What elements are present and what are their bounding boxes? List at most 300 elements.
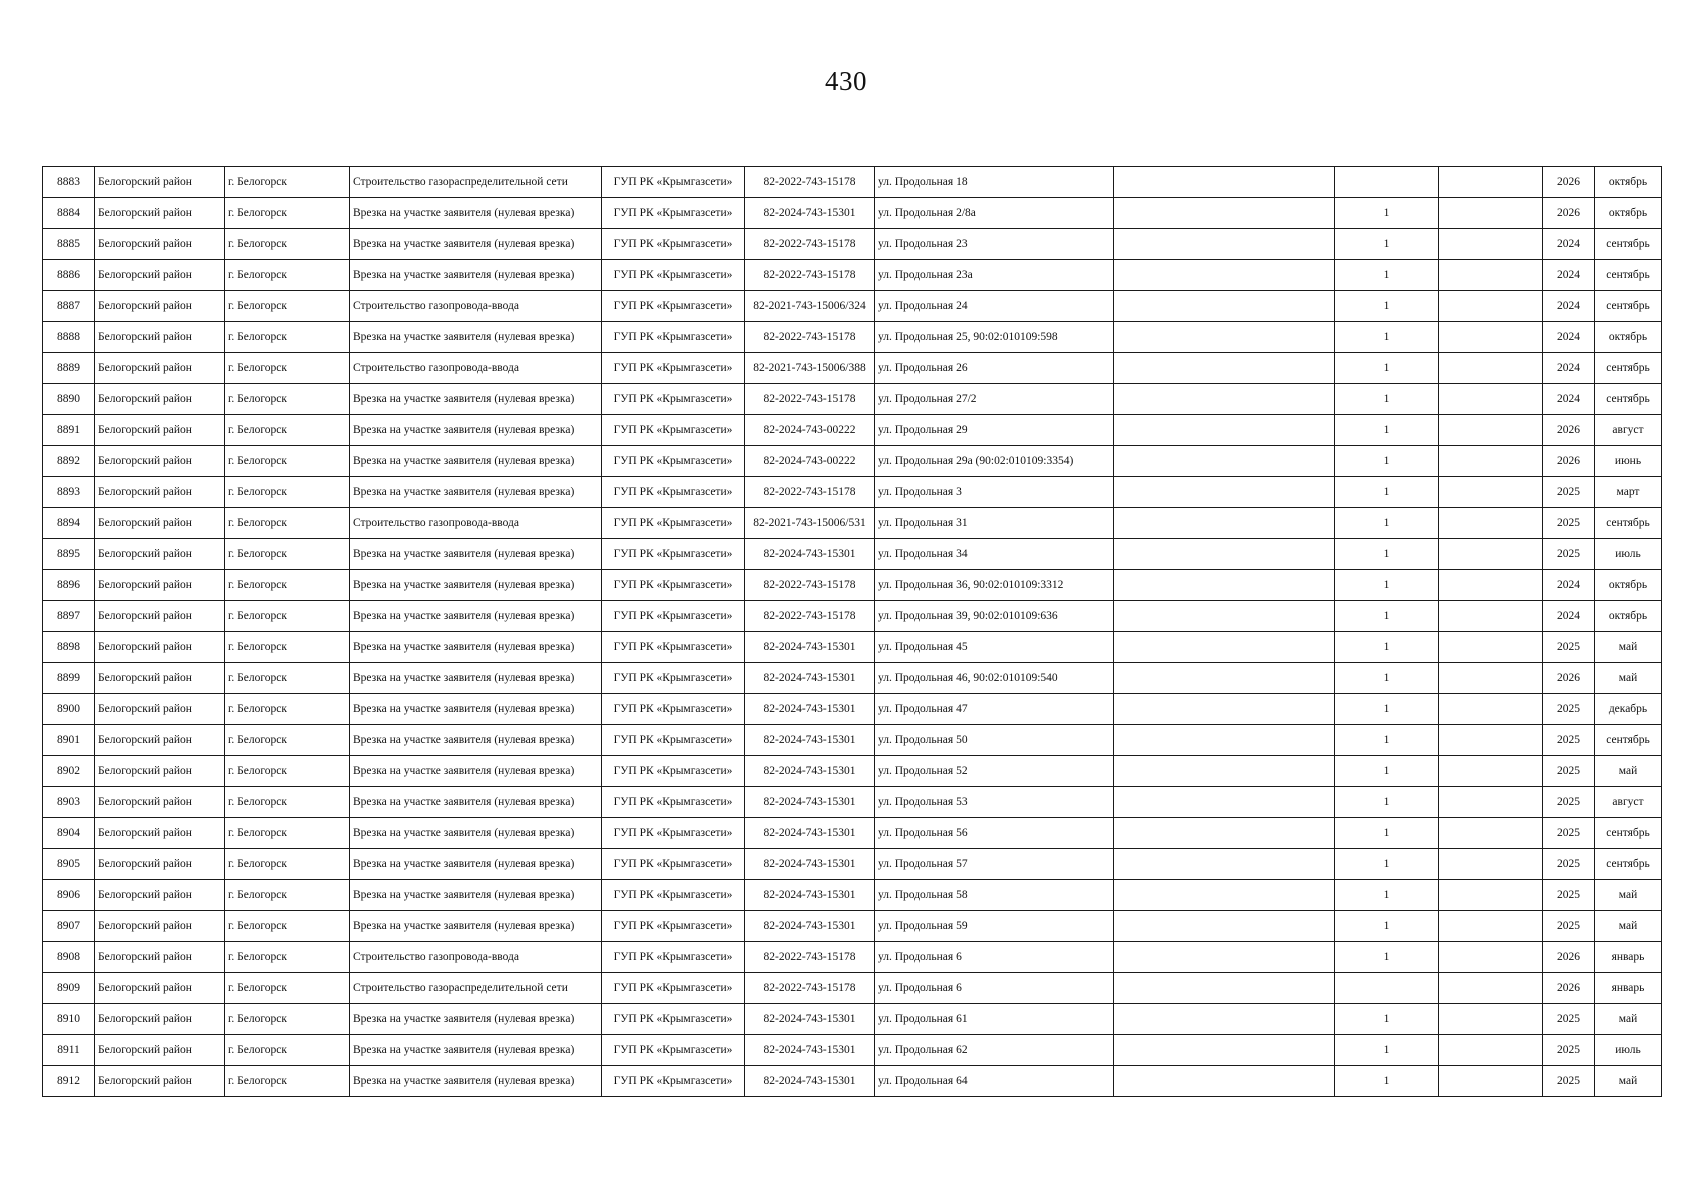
work-type-cell: Врезка на участке заявителя (нулевая врезка) (350, 632, 602, 663)
count-cell: 1 (1335, 942, 1439, 973)
district-cell: Белогорский район (95, 849, 225, 880)
empty-cell (1439, 415, 1543, 446)
work-type-cell: Врезка на участке заявителя (нулевая врезка) (350, 694, 602, 725)
empty-cell (1439, 973, 1543, 1004)
technical-conditions-number-cell: 82-2022-743-15178 (745, 384, 875, 415)
organization-cell: ГУП РК «Крымгазсети» (602, 1035, 745, 1066)
work-type-cell: Строительство газопровода-ввода (350, 508, 602, 539)
district-cell: Белогорский район (95, 477, 225, 508)
address-cell: ул. Продольная 24 (875, 291, 1114, 322)
count-cell: 1 (1335, 787, 1439, 818)
month-cell: сентябрь (1595, 260, 1662, 291)
technical-conditions-number-cell: 82-2024-743-15301 (745, 632, 875, 663)
table-row (43, 322, 1662, 353)
town-cell: г. Белогорск (225, 725, 350, 756)
technical-conditions-number-cell: 82-2022-743-15178 (745, 601, 875, 632)
district-cell: Белогорский район (95, 198, 225, 229)
empty-cell (1439, 508, 1543, 539)
month-cell: май (1595, 632, 1662, 663)
district-cell: Белогорский район (95, 353, 225, 384)
organization-cell: ГУП РК «Крымгазсети» (602, 353, 745, 384)
empty-cell (1439, 477, 1543, 508)
address-cell: ул. Продольная 45 (875, 632, 1114, 663)
work-type-cell: Врезка на участке заявителя (нулевая врезка) (350, 1004, 602, 1035)
table-row (43, 632, 1662, 663)
town-cell: г. Белогорск (225, 570, 350, 601)
table-row (43, 787, 1662, 818)
count-cell: 1 (1335, 260, 1439, 291)
empty-cell (1439, 1004, 1543, 1035)
count-cell: 1 (1335, 570, 1439, 601)
gasification-register-table (42, 166, 1662, 1097)
empty-cell (1114, 322, 1335, 353)
table-row (43, 1004, 1662, 1035)
address-cell: ул. Продольная 64 (875, 1066, 1114, 1097)
table-row (43, 167, 1662, 198)
table-row (43, 229, 1662, 260)
count-cell: 1 (1335, 229, 1439, 260)
organization-cell: ГУП РК «Крымгазсети» (602, 570, 745, 601)
count-cell: 1 (1335, 539, 1439, 570)
work-type-cell: Врезка на участке заявителя (нулевая врезка) (350, 911, 602, 942)
row-number: 8888 (43, 322, 95, 353)
town-cell: г. Белогорск (225, 508, 350, 539)
year-cell: 2025 (1543, 911, 1595, 942)
district-cell: Белогорский район (95, 570, 225, 601)
empty-cell (1439, 632, 1543, 663)
count-cell: 1 (1335, 1066, 1439, 1097)
row-number: 8892 (43, 446, 95, 477)
count-cell: 1 (1335, 818, 1439, 849)
row-number: 8889 (43, 353, 95, 384)
count-cell: 1 (1335, 756, 1439, 787)
year-cell: 2024 (1543, 260, 1595, 291)
organization-cell: ГУП РК «Крымгазсети» (602, 756, 745, 787)
table-row (43, 415, 1662, 446)
empty-cell (1114, 384, 1335, 415)
town-cell: г. Белогорск (225, 973, 350, 1004)
town-cell: г. Белогорск (225, 601, 350, 632)
town-cell: г. Белогорск (225, 477, 350, 508)
town-cell: г. Белогорск (225, 849, 350, 880)
work-type-cell: Строительство газопровода-ввода (350, 353, 602, 384)
table-row (43, 260, 1662, 291)
empty-cell (1114, 229, 1335, 260)
row-number: 8907 (43, 911, 95, 942)
month-cell: август (1595, 787, 1662, 818)
row-number: 8885 (43, 229, 95, 260)
count-cell: 1 (1335, 849, 1439, 880)
month-cell: март (1595, 477, 1662, 508)
empty-cell (1114, 167, 1335, 198)
address-cell: ул. Продольная 25, 90:02:010109:598 (875, 322, 1114, 353)
month-cell: август (1595, 415, 1662, 446)
town-cell: г. Белогорск (225, 446, 350, 477)
technical-conditions-number-cell: 82-2024-743-15301 (745, 1066, 875, 1097)
year-cell: 2025 (1543, 756, 1595, 787)
technical-conditions-number-cell: 82-2024-743-00222 (745, 415, 875, 446)
table-row (43, 291, 1662, 322)
district-cell: Белогорский район (95, 632, 225, 663)
year-cell: 2024 (1543, 291, 1595, 322)
month-cell: июнь (1595, 446, 1662, 477)
technical-conditions-number-cell: 82-2024-743-15301 (745, 756, 875, 787)
address-cell: ул. Продольная 61 (875, 1004, 1114, 1035)
district-cell: Белогорский район (95, 725, 225, 756)
table-row (43, 849, 1662, 880)
empty-cell (1439, 1035, 1543, 1066)
organization-cell: ГУП РК «Крымгазсети» (602, 601, 745, 632)
town-cell: г. Белогорск (225, 353, 350, 384)
row-number: 8904 (43, 818, 95, 849)
work-type-cell: Врезка на участке заявителя (нулевая врезка) (350, 415, 602, 446)
district-cell: Белогорский район (95, 1004, 225, 1035)
work-type-cell: Врезка на участке заявителя (нулевая врезка) (350, 663, 602, 694)
year-cell: 2026 (1543, 446, 1595, 477)
address-cell: ул. Продольная 18 (875, 167, 1114, 198)
technical-conditions-number-cell: 82-2024-743-15301 (745, 694, 875, 725)
district-cell: Белогорский район (95, 756, 225, 787)
work-type-cell: Строительство газораспределительной сети (350, 167, 602, 198)
empty-cell (1439, 384, 1543, 415)
address-cell: ул. Продольная 6 (875, 973, 1114, 1004)
technical-conditions-number-cell: 82-2022-743-15178 (745, 973, 875, 1004)
town-cell: г. Белогорск (225, 260, 350, 291)
month-cell: сентябрь (1595, 353, 1662, 384)
empty-cell (1114, 1004, 1335, 1035)
month-cell: октябрь (1595, 167, 1662, 198)
row-number: 8903 (43, 787, 95, 818)
technical-conditions-number-cell: 82-2024-743-15301 (745, 663, 875, 694)
district-cell: Белогорский район (95, 167, 225, 198)
year-cell: 2025 (1543, 725, 1595, 756)
table-row (43, 942, 1662, 973)
district-cell: Белогорский район (95, 291, 225, 322)
month-cell: сентябрь (1595, 229, 1662, 260)
row-number: 8908 (43, 942, 95, 973)
count-cell: 1 (1335, 694, 1439, 725)
page-number: 430 (825, 66, 867, 96)
empty-cell (1439, 353, 1543, 384)
row-number: 8899 (43, 663, 95, 694)
year-cell: 2026 (1543, 167, 1595, 198)
count-cell: 1 (1335, 725, 1439, 756)
town-cell: г. Белогорск (225, 1066, 350, 1097)
address-cell: ул. Продольная 39, 90:02:010109:636 (875, 601, 1114, 632)
town-cell: г. Белогорск (225, 694, 350, 725)
row-number: 8897 (43, 601, 95, 632)
row-number: 8909 (43, 973, 95, 1004)
table-row (43, 477, 1662, 508)
organization-cell: ГУП РК «Крымгазсети» (602, 694, 745, 725)
technical-conditions-number-cell: 82-2024-743-15301 (745, 1004, 875, 1035)
empty-cell (1439, 942, 1543, 973)
address-cell: ул. Продольная 26 (875, 353, 1114, 384)
table-row (43, 601, 1662, 632)
work-type-cell: Врезка на участке заявителя (нулевая врезка) (350, 198, 602, 229)
year-cell: 2026 (1543, 942, 1595, 973)
district-cell: Белогорский район (95, 787, 225, 818)
table-row (43, 539, 1662, 570)
work-type-cell: Строительство газопровода-ввода (350, 942, 602, 973)
empty-cell (1114, 787, 1335, 818)
town-cell: г. Белогорск (225, 1004, 350, 1035)
row-number: 8894 (43, 508, 95, 539)
district-cell: Белогорский район (95, 1035, 225, 1066)
district-cell: Белогорский район (95, 663, 225, 694)
empty-cell (1114, 880, 1335, 911)
technical-conditions-number-cell: 82-2024-743-15301 (745, 198, 875, 229)
address-cell: ул. Продольная 6 (875, 942, 1114, 973)
empty-cell (1439, 849, 1543, 880)
organization-cell: ГУП РК «Крымгазсети» (602, 942, 745, 973)
empty-cell (1114, 632, 1335, 663)
year-cell: 2024 (1543, 353, 1595, 384)
table-row (43, 911, 1662, 942)
technical-conditions-number-cell: 82-2022-743-15178 (745, 477, 875, 508)
town-cell: г. Белогорск (225, 229, 350, 260)
organization-cell: ГУП РК «Крымгазсети» (602, 880, 745, 911)
row-number: 8905 (43, 849, 95, 880)
district-cell: Белогорский район (95, 508, 225, 539)
address-cell: ул. Продольная 53 (875, 787, 1114, 818)
month-cell: май (1595, 1004, 1662, 1035)
empty-cell (1439, 880, 1543, 911)
empty-cell (1114, 291, 1335, 322)
town-cell: г. Белогорск (225, 663, 350, 694)
empty-cell (1439, 911, 1543, 942)
month-cell: сентябрь (1595, 384, 1662, 415)
empty-cell (1439, 818, 1543, 849)
organization-cell: ГУП РК «Крымгазсети» (602, 229, 745, 260)
count-cell (1335, 973, 1439, 1004)
empty-cell (1114, 973, 1335, 1004)
town-cell: г. Белогорск (225, 539, 350, 570)
town-cell: г. Белогорск (225, 291, 350, 322)
table-row (43, 880, 1662, 911)
organization-cell: ГУП РК «Крымгазсети» (602, 632, 745, 663)
technical-conditions-number-cell: 82-2021-743-15006/324 (745, 291, 875, 322)
town-cell: г. Белогорск (225, 632, 350, 663)
year-cell: 2025 (1543, 1004, 1595, 1035)
count-cell (1335, 167, 1439, 198)
count-cell: 1 (1335, 663, 1439, 694)
count-cell: 1 (1335, 198, 1439, 229)
year-cell: 2026 (1543, 973, 1595, 1004)
work-type-cell: Врезка на участке заявителя (нулевая врезка) (350, 260, 602, 291)
row-number: 8886 (43, 260, 95, 291)
row-number: 8895 (43, 539, 95, 570)
technical-conditions-number-cell: 82-2024-743-15301 (745, 787, 875, 818)
empty-cell (1439, 787, 1543, 818)
work-type-cell: Врезка на участке заявителя (нулевая врезка) (350, 880, 602, 911)
town-cell: г. Белогорск (225, 322, 350, 353)
table-row (43, 694, 1662, 725)
empty-cell (1439, 446, 1543, 477)
district-cell: Белогорский район (95, 694, 225, 725)
year-cell: 2026 (1543, 198, 1595, 229)
empty-cell (1114, 694, 1335, 725)
month-cell: октябрь (1595, 322, 1662, 353)
address-cell: ул. Продольная 23а (875, 260, 1114, 291)
town-cell: г. Белогорск (225, 384, 350, 415)
empty-cell (1114, 725, 1335, 756)
organization-cell: ГУП РК «Крымгазсети» (602, 818, 745, 849)
count-cell: 1 (1335, 291, 1439, 322)
organization-cell: ГУП РК «Крымгазсети» (602, 508, 745, 539)
organization-cell: ГУП РК «Крымгазсети» (602, 446, 745, 477)
district-cell: Белогорский район (95, 1066, 225, 1097)
town-cell: г. Белогорск (225, 198, 350, 229)
year-cell: 2025 (1543, 508, 1595, 539)
row-number: 8900 (43, 694, 95, 725)
month-cell: октябрь (1595, 198, 1662, 229)
row-number: 8893 (43, 477, 95, 508)
address-cell: ул. Продольная 3 (875, 477, 1114, 508)
empty-cell (1439, 167, 1543, 198)
empty-cell (1114, 1035, 1335, 1066)
table-row (43, 1035, 1662, 1066)
empty-cell (1114, 477, 1335, 508)
empty-cell (1114, 818, 1335, 849)
count-cell: 1 (1335, 1004, 1439, 1035)
row-number: 8887 (43, 291, 95, 322)
empty-cell (1114, 198, 1335, 229)
technical-conditions-number-cell: 82-2024-743-15301 (745, 1035, 875, 1066)
empty-cell (1114, 663, 1335, 694)
year-cell: 2025 (1543, 632, 1595, 663)
work-type-cell: Врезка на участке заявителя (нулевая врезка) (350, 849, 602, 880)
technical-conditions-number-cell: 82-2024-743-15301 (745, 539, 875, 570)
empty-cell (1114, 446, 1335, 477)
organization-cell: ГУП РК «Крымгазсети» (602, 415, 745, 446)
address-cell: ул. Продольная 62 (875, 1035, 1114, 1066)
town-cell: г. Белогорск (225, 942, 350, 973)
row-number: 8883 (43, 167, 95, 198)
table-row (43, 198, 1662, 229)
year-cell: 2025 (1543, 849, 1595, 880)
organization-cell: ГУП РК «Крымгазсети» (602, 167, 745, 198)
register-body (43, 167, 1662, 1097)
district-cell: Белогорский район (95, 973, 225, 1004)
table-row (43, 663, 1662, 694)
month-cell: октябрь (1595, 570, 1662, 601)
empty-cell (1114, 508, 1335, 539)
empty-cell (1439, 260, 1543, 291)
organization-cell: ГУП РК «Крымгазсети» (602, 849, 745, 880)
town-cell: г. Белогорск (225, 818, 350, 849)
month-cell: сентябрь (1595, 291, 1662, 322)
row-number: 8891 (43, 415, 95, 446)
address-cell: ул. Продольная 46, 90:02:010109:540 (875, 663, 1114, 694)
work-type-cell: Строительство газораспределительной сети (350, 973, 602, 1004)
district-cell: Белогорский район (95, 384, 225, 415)
empty-cell (1439, 756, 1543, 787)
row-number: 8906 (43, 880, 95, 911)
district-cell: Белогорский район (95, 229, 225, 260)
town-cell: г. Белогорск (225, 756, 350, 787)
count-cell: 1 (1335, 384, 1439, 415)
empty-cell (1114, 756, 1335, 787)
empty-cell (1439, 601, 1543, 632)
town-cell: г. Белогорск (225, 880, 350, 911)
row-number: 8901 (43, 725, 95, 756)
year-cell: 2024 (1543, 322, 1595, 353)
organization-cell: ГУП РК «Крымгазсети» (602, 477, 745, 508)
empty-cell (1114, 849, 1335, 880)
count-cell: 1 (1335, 415, 1439, 446)
address-cell: ул. Продольная 34 (875, 539, 1114, 570)
organization-cell: ГУП РК «Крымгазсети» (602, 291, 745, 322)
empty-cell (1439, 1066, 1543, 1097)
address-cell: ул. Продольная 50 (875, 725, 1114, 756)
empty-cell (1439, 539, 1543, 570)
address-cell: ул. Продольная 31 (875, 508, 1114, 539)
row-number: 8910 (43, 1004, 95, 1035)
month-cell: декабрь (1595, 694, 1662, 725)
work-type-cell: Врезка на участке заявителя (нулевая врезка) (350, 384, 602, 415)
empty-cell (1439, 663, 1543, 694)
work-type-cell: Врезка на участке заявителя (нулевая врезка) (350, 1066, 602, 1097)
empty-cell (1114, 942, 1335, 973)
work-type-cell: Врезка на участке заявителя (нулевая врезка) (350, 446, 602, 477)
year-cell: 2025 (1543, 880, 1595, 911)
work-type-cell: Врезка на участке заявителя (нулевая врезка) (350, 539, 602, 570)
month-cell: май (1595, 880, 1662, 911)
empty-cell (1439, 291, 1543, 322)
count-cell: 1 (1335, 508, 1439, 539)
organization-cell: ГУП РК «Крымгазсети» (602, 973, 745, 1004)
technical-conditions-number-cell: 82-2022-743-15178 (745, 322, 875, 353)
year-cell: 2025 (1543, 477, 1595, 508)
table-row (43, 818, 1662, 849)
table-row (43, 973, 1662, 1004)
row-number: 8902 (43, 756, 95, 787)
technical-conditions-number-cell: 82-2024-743-15301 (745, 818, 875, 849)
organization-cell: ГУП РК «Крымгазсети» (602, 911, 745, 942)
year-cell: 2025 (1543, 539, 1595, 570)
month-cell: май (1595, 756, 1662, 787)
year-cell: 2025 (1543, 1035, 1595, 1066)
month-cell: июль (1595, 539, 1662, 570)
address-cell: ул. Продольная 52 (875, 756, 1114, 787)
organization-cell: ГУП РК «Крымгазсети» (602, 663, 745, 694)
count-cell: 1 (1335, 477, 1439, 508)
table-row (43, 570, 1662, 601)
empty-cell (1439, 198, 1543, 229)
district-cell: Белогорский район (95, 446, 225, 477)
year-cell: 2026 (1543, 415, 1595, 446)
empty-cell (1114, 415, 1335, 446)
technical-conditions-number-cell: 82-2022-743-15178 (745, 229, 875, 260)
technical-conditions-number-cell: 82-2022-743-15178 (745, 260, 875, 291)
address-cell: ул. Продольная 29а (90:02:010109:3354) (875, 446, 1114, 477)
year-cell: 2024 (1543, 384, 1595, 415)
empty-cell (1439, 694, 1543, 725)
work-type-cell: Врезка на участке заявителя (нулевая врезка) (350, 477, 602, 508)
empty-cell (1114, 911, 1335, 942)
table-row (43, 508, 1662, 539)
town-cell: г. Белогорск (225, 1035, 350, 1066)
town-cell: г. Белогорск (225, 787, 350, 818)
technical-conditions-number-cell: 82-2022-743-15178 (745, 570, 875, 601)
count-cell: 1 (1335, 446, 1439, 477)
table-row (43, 1066, 1662, 1097)
count-cell: 1 (1335, 353, 1439, 384)
work-type-cell: Врезка на участке заявителя (нулевая врезка) (350, 787, 602, 818)
empty-cell (1439, 725, 1543, 756)
year-cell: 2026 (1543, 663, 1595, 694)
